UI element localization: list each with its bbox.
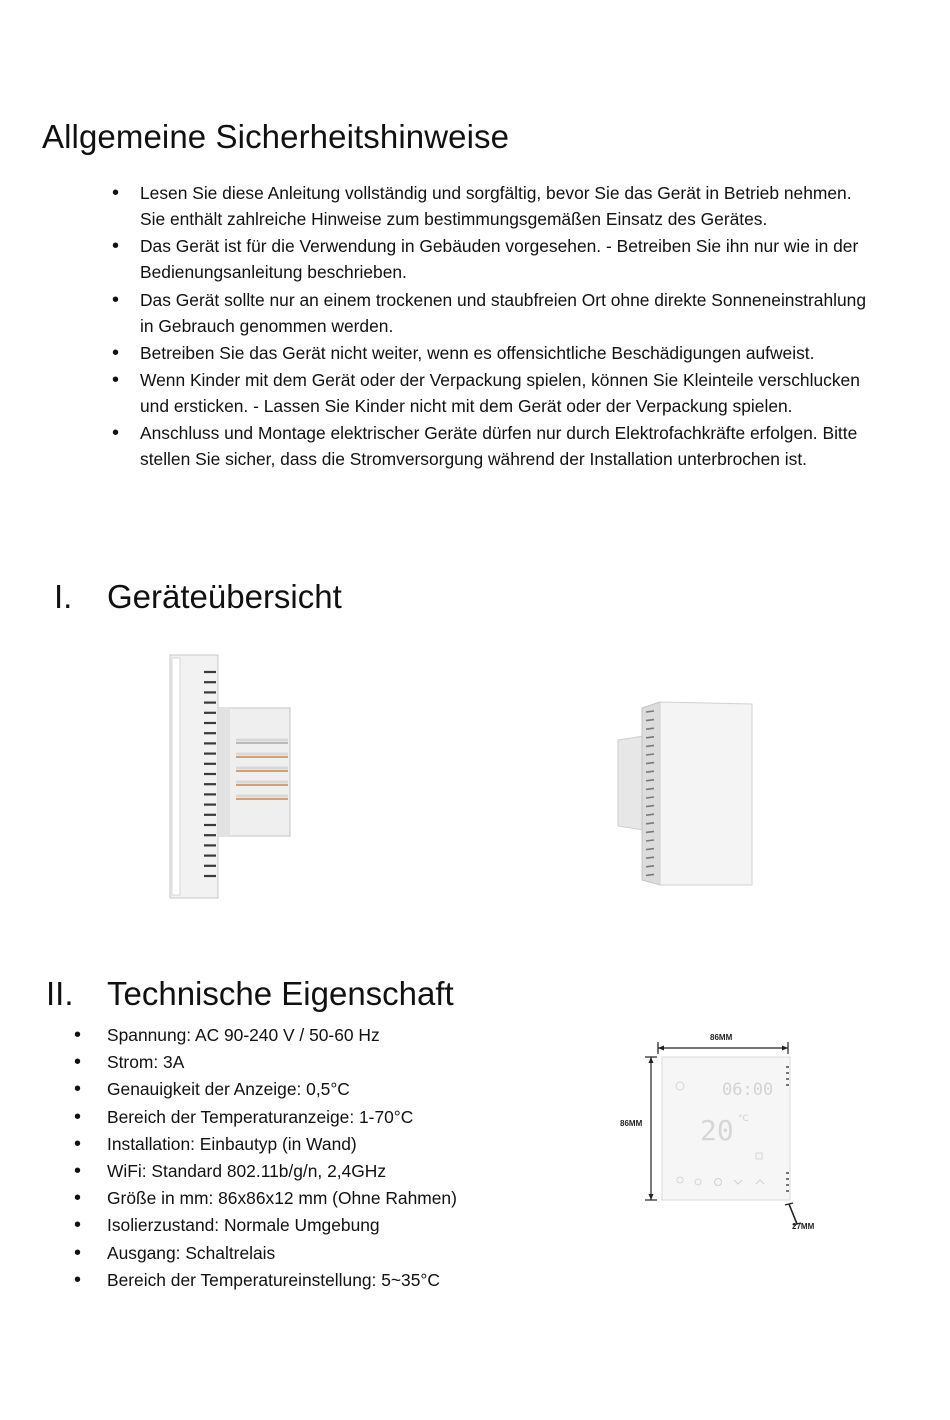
vent-slot (646, 866, 654, 867)
safety-list (140, 180, 870, 474)
vent-slot (646, 806, 654, 807)
display-time: 06:00 (722, 1080, 774, 1100)
section-number: I. (54, 578, 73, 615)
section-number: II. (46, 975, 74, 1012)
vent-slot (646, 711, 654, 712)
vent-slot (646, 849, 654, 850)
depth-dimension-label: 27MM (792, 1222, 815, 1231)
vent-slot (646, 788, 654, 789)
list-item: • Betreiben Sie das Gerät nicht weiter, wenn es offensichtliche Beschädigungen aufweist. (140, 340, 870, 366)
display-temperature: 20 (700, 1114, 734, 1147)
spec-item: • Strom: 3A (107, 1049, 457, 1076)
vent-slot (646, 797, 654, 798)
vent-slot (646, 763, 654, 764)
section-heading-technical (0, 975, 950, 1019)
spec-item: • Genauigkeit der Anzeige: 0,5°C (107, 1076, 457, 1103)
vent-slot (646, 754, 654, 755)
width-dimension-label: 86MM (710, 1033, 733, 1042)
vent-slot (646, 771, 654, 772)
spec-item: • Größe in mm: 86x86x12 mm (Ohne Rahmen) (107, 1185, 457, 1212)
vent-slot (646, 857, 654, 858)
vent-slot (646, 745, 654, 746)
vent-slot (646, 728, 654, 729)
spec-item: • Bereich der Temperaturanzeige: 1-70°C (107, 1104, 457, 1131)
vent-slot (646, 720, 654, 721)
spec-item: • Bereich der Temperatureinstellung: 5~35°C (107, 1267, 457, 1294)
dimension-drawing (610, 1025, 835, 1240)
vent-slot (646, 780, 654, 781)
spec-item: • WiFi: Standard 802.11b/g/n, 2,4GHz (107, 1158, 457, 1185)
list-item: • Das Gerät sollte nur an einem trockenen und staubfreien Ort ohne direkte Sonneneinstrahlung in Gebrauch genommen werden. (140, 287, 870, 339)
spec-item: • Isolierzustand: Normale Umgebung (107, 1212, 457, 1239)
spec-list (107, 1022, 457, 1294)
height-dimension-label: 86MM (620, 1119, 643, 1128)
spec-item: • Ausgang: Schaltrelais (107, 1240, 457, 1267)
vent-slot (646, 814, 654, 815)
device-side-view-image (160, 650, 300, 902)
section-heading-overview (0, 578, 950, 622)
vent-slot (646, 840, 654, 841)
device-angle-view-image (612, 700, 762, 890)
section-title: Technische Eigenschaft (107, 975, 454, 1012)
vent-slot (646, 874, 654, 875)
list-item: • Anschluss und Montage elektrischer Geräte dürfen nur durch Elektrofachkräfte erfolgen. Bitte stellen Sie sicher, dass die Stromversorgung während der Installation unterbrochen ist. (140, 420, 870, 472)
spec-item: • Spannung: AC 90-240 V / 50-60 Hz (107, 1022, 457, 1049)
list-item: • Das Gerät ist für die Verwendung in Gebäuden vorgesehen. - Betreiben Sie ihn nur wie in der Bedienungsanleitung beschrieben. (140, 233, 870, 285)
vent-slot (646, 737, 654, 738)
vent-slots (204, 672, 216, 876)
list-item: • Wenn Kinder mit dem Gerät oder der Verpackung spielen, können Sie Kleinteile verschlucken und ersticken. - Lassen Sie Kinder nicht mit dem Gerät oder der Verpackung spielen. (140, 367, 870, 419)
display-unit: °C (738, 1114, 749, 1124)
section-title: Geräteübersicht (107, 578, 342, 615)
list-item: • Lesen Sie diese Anleitung vollständig und sorgfältig, bevor Sie das Gerät in Betrieb nehmen. Sie enthält zahlreiche Hinweise zum bestimmungsgemäßen Einsatz des Gerätes. (140, 180, 870, 232)
vent-slot (646, 831, 654, 832)
section-title-safety: Allgemeine Sicherheitshinweise (42, 118, 510, 155)
spec-item: • Installation: Einbautyp (in Wand) (107, 1131, 457, 1158)
vent-slot (646, 823, 654, 824)
